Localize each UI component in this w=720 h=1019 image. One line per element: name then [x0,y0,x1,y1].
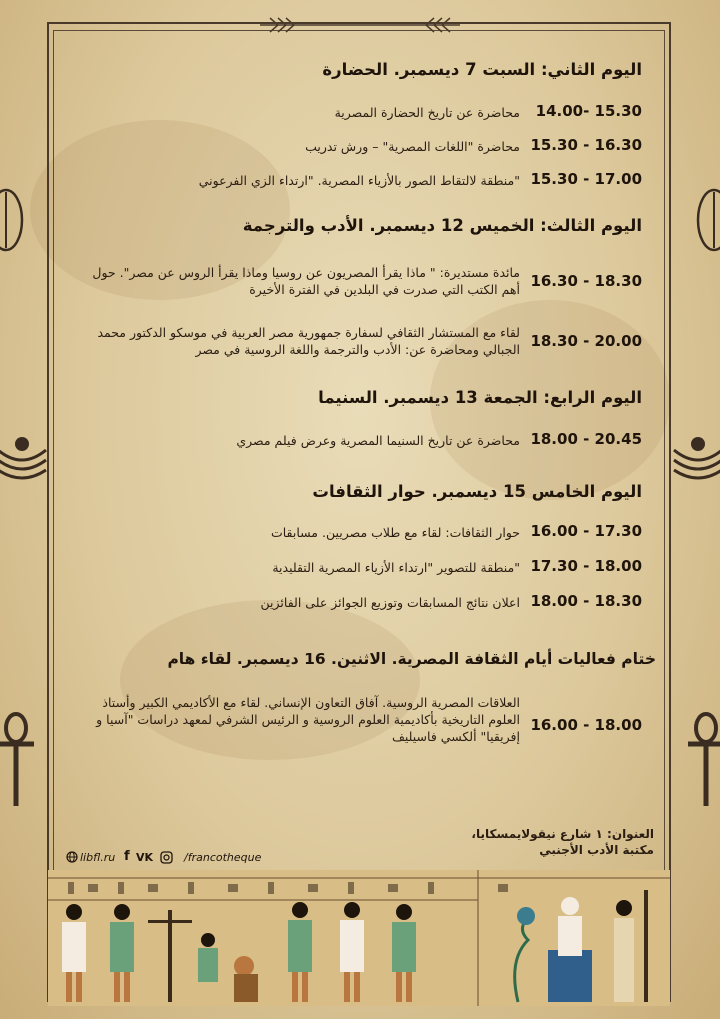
winged-right-icon [670,430,720,500]
event-row [92,430,642,470]
event-row [92,557,642,597]
event-text: محاضرة "اللغات المصرية" – ورش تدريب [305,139,520,154]
event-time: 16.30 - 18.30 [530,272,642,290]
event-text: اعلان نتائج المسابقات وتوزيع الجوائز على الفائزين [260,595,520,610]
papyrus-illustration [48,870,670,1006]
event-row [92,522,642,562]
scarab-right-icon [688,170,720,270]
website-link[interactable]: libfl.ru [80,851,116,864]
event-time: 18.00 - 20.45 [530,430,642,448]
instagram-handle[interactable]: /francotheque [184,851,262,864]
event-time: 18.00 - 18.30 [530,592,642,610]
scarab-left-icon [0,170,32,270]
event-time: 15.30 - 17.00 [530,170,642,188]
egyptian-scene-icon [48,870,670,1006]
event-time: 15.30 - 16.30 [530,136,642,154]
winged-left-icon [0,430,50,500]
event-text: العلاقات المصرية الروسية. آفاق التعاون الإنساني. لقاء مع الأكاديمي الكبير وأستاذ العلوم التاريخية بأكاديمية العلوم الروسية و الرئيس الشرفي لمعهد دراسات "آسيا و إفريقيا" ألكسي فاسيليف [96,695,520,744]
instagram-icon[interactable] [160,851,173,867]
day-4-title: اليوم الرابع: الجمعة 13 ديسمبر. السنيما [318,388,642,407]
event-row [92,170,642,210]
event-row [92,692,642,756]
event-text: لقاء مع المستشار الثقافي لسفارة جمهورية مصر العربية في موسكو الدكتور محمد الجبالي ومحاضرة عن: الأدب والترجمة واللغة الروسية في مصر [97,325,520,357]
library-name: مكتبة الأدب الأجنبي [539,843,654,857]
event-time: 17.30 - 18.00 [530,557,642,575]
facebook-icon[interactable]: f [124,849,130,864]
event-time: 14.00- 15.30 [535,102,642,120]
address-block [470,826,654,858]
day-2-title: اليوم الثاني: السبت 7 ديسمبر. الحضارة [322,60,642,79]
vk-icon[interactable]: VK [136,851,154,864]
closing-title: ختام فعاليات أيام الثقافة المصرية. الاثنين. 16 ديسمبر. لقاء هام [167,650,656,668]
event-time: 16.00 - 17.30 [530,522,642,540]
event-text: مائدة مستديرة: " ماذا يقرأ المصريون عن روسيا وماذا يقرأ الروس عن مصر". حول أهم الكتب التي صدرت في البلدين في الفترة الأخيرة [92,265,520,297]
event-row [92,262,642,302]
event-text: محاضرة عن تاريخ الحضارة المصرية [334,105,520,120]
event-text: "منطقة لالتقاط الصور بالأزياء المصرية. "ارتداء الزي الفرعوني [198,173,520,188]
event-row [92,322,642,362]
event-time: 16.00 - 18.00 [530,716,642,734]
globe-icon [66,851,78,866]
event-text: "منطقة للتصوير "ارتداء الأزياء المصرية التقليدية [272,560,520,575]
day-3-title: اليوم الثالث: الخميس 12 ديسمبر. الأدب والترجمة [242,216,642,235]
event-row [92,592,642,632]
address-line: العنوان: ١ شارع نيقولايمسكايا، [471,827,654,841]
event-text: محاضرة عن تاريخ السنيما المصرية وعرض فيلم مصري [236,433,520,448]
ankh-right-icon [686,710,720,810]
ankh-left-icon [0,710,36,810]
top-ornament-icon [260,14,460,36]
event-text: حوار الثقافات: لقاء مع طلاب مصريين. مسابقات [270,525,520,540]
social-links [66,850,306,868]
day-5-title: اليوم الخامس 15 ديسمبر. حوار الثقافات [312,482,642,501]
event-time: 18.30 - 20.00 [530,332,642,350]
